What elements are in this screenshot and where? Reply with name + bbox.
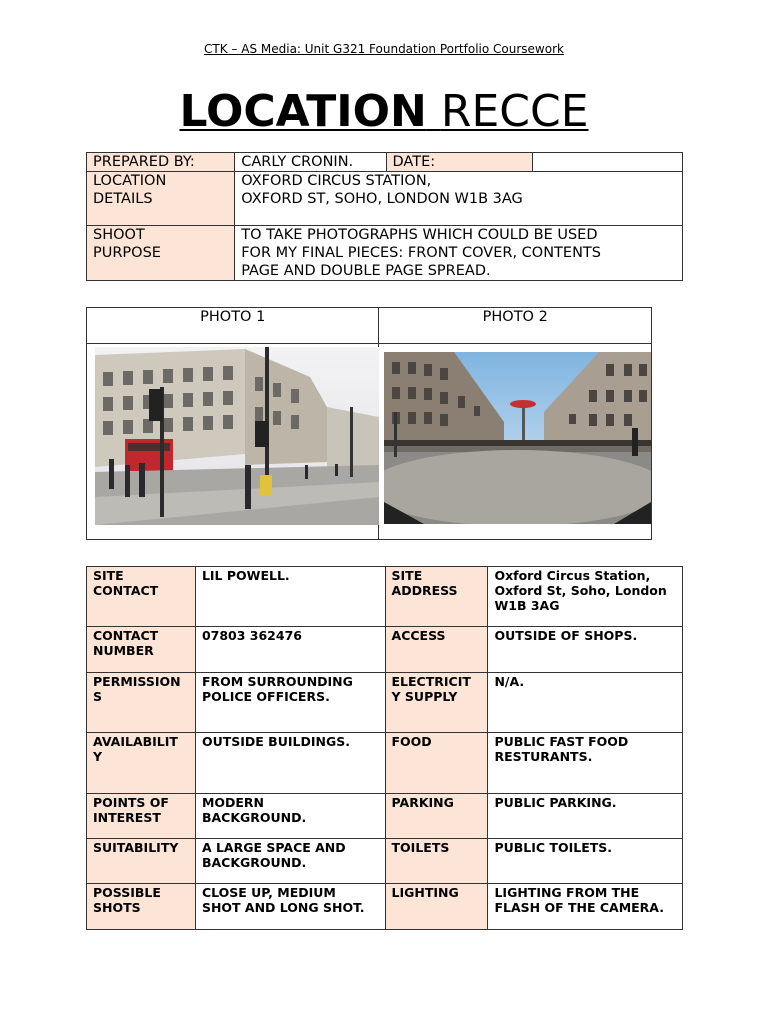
detail-value: [195, 627, 385, 673]
detail-label-line: Y: [93, 749, 103, 764]
detail-label-line: LIGHTING: [391, 885, 459, 900]
detail-value: [195, 794, 385, 839]
detail-value: [488, 839, 683, 884]
detail-value: [195, 673, 385, 733]
prepared-by-value: CARLY CRONIN.: [235, 153, 386, 172]
detail-label: [87, 627, 196, 673]
detail-label: [385, 627, 488, 673]
detail-value: [488, 884, 683, 930]
location-label-line: LOCATION: [93, 173, 167, 189]
detail-label-line: SITE: [93, 568, 124, 583]
detail-value-line: N/A.: [494, 674, 525, 689]
detail-label-line: NUMBER: [93, 643, 154, 658]
photo1-image: [95, 347, 379, 525]
detail-value-line: OUTSIDE OF SHOPS.: [494, 628, 638, 643]
location-value-line: OXFORD ST, SOHO, LONDON W1B 3AG: [241, 191, 523, 207]
detail-label: [385, 733, 488, 794]
detail-label-line: AVAILABILIT: [93, 734, 178, 749]
detail-label-line: ELECTRICIT: [391, 674, 471, 689]
detail-value: [195, 567, 385, 627]
detail-value-line: PUBLIC FAST FOOD: [494, 734, 629, 749]
location-value-line: OXFORD CIRCUS STATION,: [241, 173, 432, 189]
detail-value-line: BACKGROUND.: [201, 810, 307, 825]
detail-value-line: A LARGE SPACE AND: [201, 840, 346, 855]
purpose-value-line: FOR MY FINAL PIECES: FRONT COVER, CONTENTS: [241, 245, 601, 261]
detail-label-line: SUITABILITY: [93, 840, 179, 855]
purpose-label-line: SHOOT: [93, 227, 145, 243]
photo1-cell: [87, 344, 379, 540]
detail-value-line: LIL POWELL.: [201, 568, 290, 583]
detail-label-line: Y SUPPLY: [391, 689, 458, 704]
detail-value-line: PUBLIC PARKING.: [494, 795, 617, 810]
detail-label-line: PERMISSION: [93, 674, 181, 689]
detail-value: [195, 839, 385, 884]
detail-label: [87, 733, 196, 794]
details-row: [87, 627, 683, 673]
purpose-label-line: PURPOSE: [93, 245, 161, 261]
location-details-label: [87, 172, 235, 226]
details-table: [86, 566, 683, 930]
detail-label: [385, 884, 488, 930]
detail-label-line: ADDRESS: [391, 583, 458, 598]
detail-value-line: Oxford St, Soho, London: [494, 583, 667, 598]
photo2-label: PHOTO 2: [379, 308, 652, 344]
photo2-cell: [379, 344, 652, 540]
purpose-value-line: PAGE AND DOUBLE PAGE SPREAD.: [241, 263, 491, 279]
detail-value: [488, 673, 683, 733]
details-row: [87, 673, 683, 733]
date-value: [532, 153, 682, 172]
page-title: [0, 86, 768, 138]
detail-value-line: MODERN: [201, 795, 265, 810]
detail-value-line: CLOSE UP, MEDIUM: [201, 885, 336, 900]
detail-value-line: POLICE OFFICERS.: [201, 689, 330, 704]
details-row: [87, 794, 683, 839]
detail-label-line: FOOD: [391, 734, 432, 749]
details-row: [87, 884, 683, 930]
detail-label-line: POSSIBLE: [93, 885, 161, 900]
title-part-recce: RECCE: [440, 86, 589, 137]
shoot-purpose-label: [87, 226, 235, 281]
detail-value-line: FROM SURROUNDING: [201, 674, 353, 689]
detail-value: [488, 794, 683, 839]
detail-value-line: OUTSIDE BUILDINGS.: [201, 734, 350, 749]
detail-value: [488, 627, 683, 673]
date-label: DATE:: [386, 153, 532, 172]
detail-value: [195, 733, 385, 794]
purpose-value-line: TO TAKE PHOTOGRAPHS WHICH COULD BE USED: [241, 227, 598, 243]
course-header: CTK – AS Media: Unit G321 Foundation Portfolio Coursework: [204, 42, 564, 56]
location-label-line: DETAILS: [93, 191, 153, 207]
shoot-purpose-value: [235, 226, 683, 281]
detail-label-line: CONTACT: [93, 628, 159, 643]
photo1-label: PHOTO 1: [87, 308, 379, 344]
photo2-image: [384, 352, 651, 524]
detail-label: [385, 673, 488, 733]
detail-value-line: FLASH OF THE CAMERA.: [494, 900, 664, 915]
detail-label-line: INTEREST: [93, 810, 161, 825]
detail-label-line: SHOTS: [93, 900, 141, 915]
detail-value-line: W1B 3AG: [494, 598, 560, 613]
detail-value: [488, 567, 683, 627]
detail-label: [87, 839, 196, 884]
detail-label: [385, 839, 488, 884]
photo-table: [86, 307, 652, 540]
detail-label-line: CONTACT: [93, 583, 159, 598]
detail-label-line: TOILETS: [391, 840, 450, 855]
detail-value-line: PUBLIC TOILETS.: [494, 840, 613, 855]
detail-label: [87, 794, 196, 839]
detail-value-line: LIGHTING FROM THE: [494, 885, 640, 900]
details-row: [87, 567, 683, 627]
detail-value-line: RESTURANTS.: [494, 749, 593, 764]
detail-label-line: S: [93, 689, 103, 704]
detail-label-line: PARKING: [391, 795, 454, 810]
detail-label-line: SITE: [391, 568, 423, 583]
detail-label-line: POINTS OF: [93, 795, 169, 810]
detail-value-line: Oxford Circus Station,: [494, 568, 651, 583]
info-table: [86, 152, 683, 281]
detail-label: [385, 794, 488, 839]
detail-value-line: SHOT AND LONG SHOT.: [201, 900, 365, 915]
details-row: [87, 733, 683, 794]
title-part-location: LOCATION: [179, 86, 427, 137]
detail-value: [195, 884, 385, 930]
detail-value-line: 07803 362476: [201, 628, 302, 643]
detail-value: [488, 733, 683, 794]
detail-label: [87, 673, 196, 733]
details-row: [87, 839, 683, 884]
detail-label: [87, 884, 196, 930]
prepared-by-label: PREPARED BY:: [87, 153, 235, 172]
detail-value-line: BACKGROUND.: [201, 855, 307, 870]
location-details-value: [235, 172, 683, 226]
detail-label-line: ACCESS: [391, 628, 446, 643]
detail-label: [87, 567, 196, 627]
detail-label: [385, 567, 488, 627]
